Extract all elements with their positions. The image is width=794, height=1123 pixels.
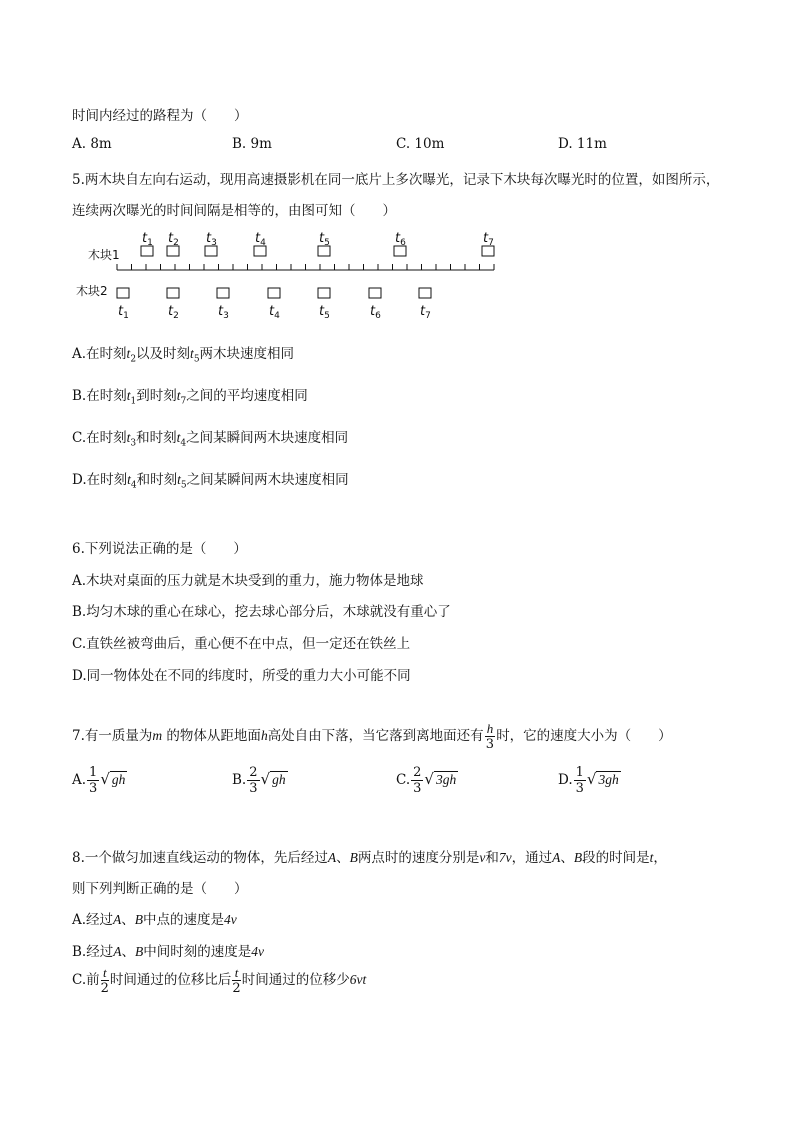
q6-stem: 6.下列说法正确的是（ ） [72, 541, 247, 557]
block1-time-label-2: $t_2$ [168, 231, 179, 248]
q8-option-a: A.经过A、B中点的速度是4v [72, 912, 237, 928]
block1-time-label-1: $t_1$ [142, 231, 153, 248]
block2-box-3 [217, 288, 229, 298]
q4-stem-tail: 时间内经过的路程为（ ） [72, 108, 248, 124]
scale-ticks [117, 264, 494, 270]
q5-option-b: B.在时刻$t_1$到时刻$t_7$之间的平均速度相同 [72, 388, 308, 407]
q7-fraction: $\frac{h}{3}$ [485, 721, 495, 752]
block2-time-label-4: $t_4$ [269, 304, 280, 321]
q5-option-c: C.在时刻$t_3$和时刻$t_4$之间某瞬间两木块速度相同 [72, 430, 349, 449]
q5-stem-line1: 5.两木块自左向右运动，现用高速摄影机在同一底片上多次曝光，记录下木块每次曝光时的位置，如图所示， [72, 172, 720, 188]
block2-box-7 [419, 288, 431, 298]
q7-option-d: D. $\frac{1}{3}$ √ 3gh [558, 765, 619, 796]
block2-time-label-1: $t_1$ [118, 304, 129, 321]
q7-option-c: C. $\frac{2}{3}$ √ 3gh [396, 765, 457, 796]
block1-time-label-6: $t_6$ [395, 231, 406, 248]
q4-option-b: B. 9m [232, 136, 272, 152]
block2-box-5 [318, 288, 330, 298]
block2-label: 木块2 [76, 284, 108, 298]
block2-box-2 [167, 288, 179, 298]
block1-time-label-4: $t_4$ [255, 231, 266, 248]
q4-option-c: C. 10m [396, 136, 445, 152]
q6-option-a: A.木块对桌面的压力就是木块受到的重力，施力物体是地球 [72, 573, 424, 589]
block1-positions [141, 231, 494, 256]
q7-option-b: B. $\frac{2}{3}$ √ gh [232, 765, 286, 796]
q6-option-d: D.同一物体处在不同的纬度时，所受的重力大小可能不同 [72, 668, 411, 684]
block2-box-4 [268, 288, 280, 298]
q7-option-a: A. $\frac{1}{3}$ √ gh [72, 765, 126, 796]
block1-time-label-3: $t_3$ [206, 231, 217, 248]
q4-option-d: D. 11m [558, 136, 607, 152]
block2-time-label-6: $t_6$ [370, 304, 381, 321]
q8-stem-line1: 8.一个做匀加速直线运动的物体，先后经过A、B两点时的速度分别是v和7v，通过A、B段的时间是t， [72, 850, 667, 866]
q8-stem-line2: 则下列判断正确的是（ ） [72, 881, 248, 897]
q4-option-a: A. 8m [72, 136, 112, 152]
block1-label: 木块1 [88, 248, 120, 262]
q5-figure [0, 225, 794, 325]
q8-option-c: C.前 $\frac{t}{2}$ 时间通过的位移比后 $\frac{t}{2}$ 时间通过的位移少6vt [72, 965, 367, 996]
block1-time-label-7: $t_7$ [483, 231, 494, 248]
block1-time-label-5: $t_5$ [319, 231, 330, 248]
block2-box-6 [369, 288, 381, 298]
q5-option-a: A.在时刻$t_2$以及时刻$t_5$两木块速度相同 [72, 346, 295, 365]
block2-time-label-7: $t_7$ [420, 304, 431, 321]
block2-time-label-2: $t_2$ [168, 304, 179, 321]
q8-option-b: B.经过A、B中间时刻的速度是4v [72, 944, 264, 960]
q5-stem-line2: 连续两次曝光的时间间隔是相等的，由图可知（ ） [72, 203, 396, 219]
q5-option-d: D.在时刻$t_4$和时刻$t_5$之间某瞬间两木块速度相同 [72, 472, 349, 491]
q6-option-c: C.直铁丝被弯曲后，重心便不在中点，但一定还在铁丝上 [72, 636, 411, 652]
block2-box-1 [117, 288, 129, 298]
block2-time-label-3: $t_3$ [218, 304, 229, 321]
q6-option-b: B.均匀木球的重心在球心，挖去球心部分后，木球就没有重心了 [72, 604, 451, 620]
q7-stem: 7.有一质量为m 的物体从距地面h高处自由下落，当它落到离地面还有 $\frac{h}{3}$ 时，它的速度大小为（ ） [72, 721, 672, 752]
block2-time-label-5: $t_5$ [319, 304, 330, 321]
block2-positions [117, 288, 431, 321]
